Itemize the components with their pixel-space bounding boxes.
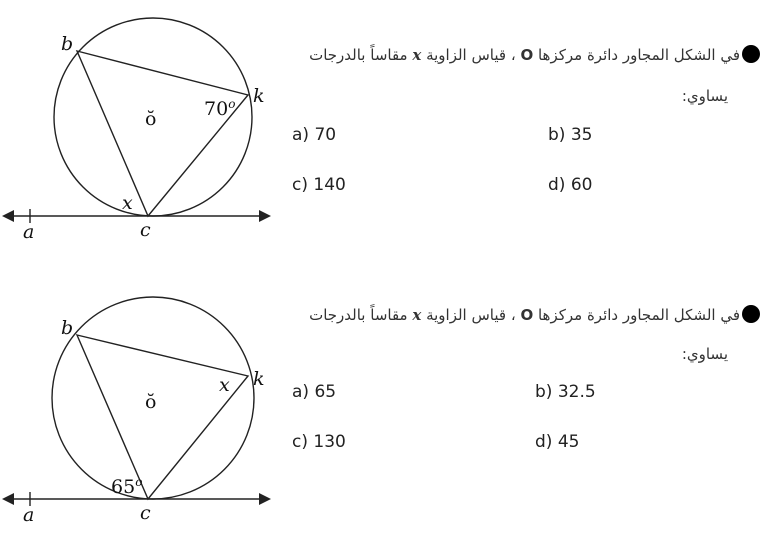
bullet-icon xyxy=(742,45,760,63)
tangent-arrow-left xyxy=(2,210,14,222)
question-2-option-b[interactable]: b) 32.5 xyxy=(535,382,596,402)
label-k: k xyxy=(253,368,265,390)
question-1-option-a[interactable]: a) 70 xyxy=(292,125,337,145)
label-center: ŏ xyxy=(145,108,157,130)
question-2-stem: في الشكل المجاور دائرة مركزها O ، قياس الزاوية x مقاساً بالدرجات xyxy=(309,305,760,324)
label-center: ŏ xyxy=(145,391,157,413)
tangent-arrow-left xyxy=(2,493,14,505)
question-2-stem-line2: يساوي: xyxy=(681,345,728,363)
question-1 xyxy=(0,0,768,270)
label-x: x xyxy=(219,374,230,396)
triangle-bkc xyxy=(77,51,248,216)
question-2 xyxy=(0,280,768,550)
question-1-figure xyxy=(0,0,290,250)
label-c: c xyxy=(140,219,151,241)
label-k: k xyxy=(253,85,265,107)
tangent-arrow-right xyxy=(259,210,271,222)
label-c: c xyxy=(140,502,151,524)
question-1-stem-line2: يساوي: xyxy=(681,87,728,105)
label-b: b xyxy=(61,317,74,339)
triangle-bkc xyxy=(77,335,248,499)
question-1-option-d[interactable]: d) 60 xyxy=(548,175,593,195)
question-2-figure xyxy=(0,280,290,540)
label-a: a xyxy=(23,504,35,526)
question-1-option-b[interactable]: b) 35 xyxy=(548,125,593,145)
angle-label: 70$^o$ xyxy=(204,97,236,120)
question-1-option-c[interactable]: c) 140 xyxy=(292,175,346,195)
bullet-icon xyxy=(742,305,760,323)
label-x: x xyxy=(122,192,133,214)
question-1-stem: في الشكل المجاور دائرة مركزها O ، قياس الزاوية x مقاساً بالدرجات xyxy=(309,45,760,64)
question-2-option-c[interactable]: c) 130 xyxy=(292,432,346,452)
question-2-option-a[interactable]: a) 65 xyxy=(292,382,337,402)
angle-label: 65$^o$ xyxy=(111,475,143,498)
label-a: a xyxy=(23,221,35,243)
question-2-option-d[interactable]: d) 45 xyxy=(535,432,580,452)
tangent-arrow-right xyxy=(259,493,271,505)
label-b: b xyxy=(61,33,74,55)
